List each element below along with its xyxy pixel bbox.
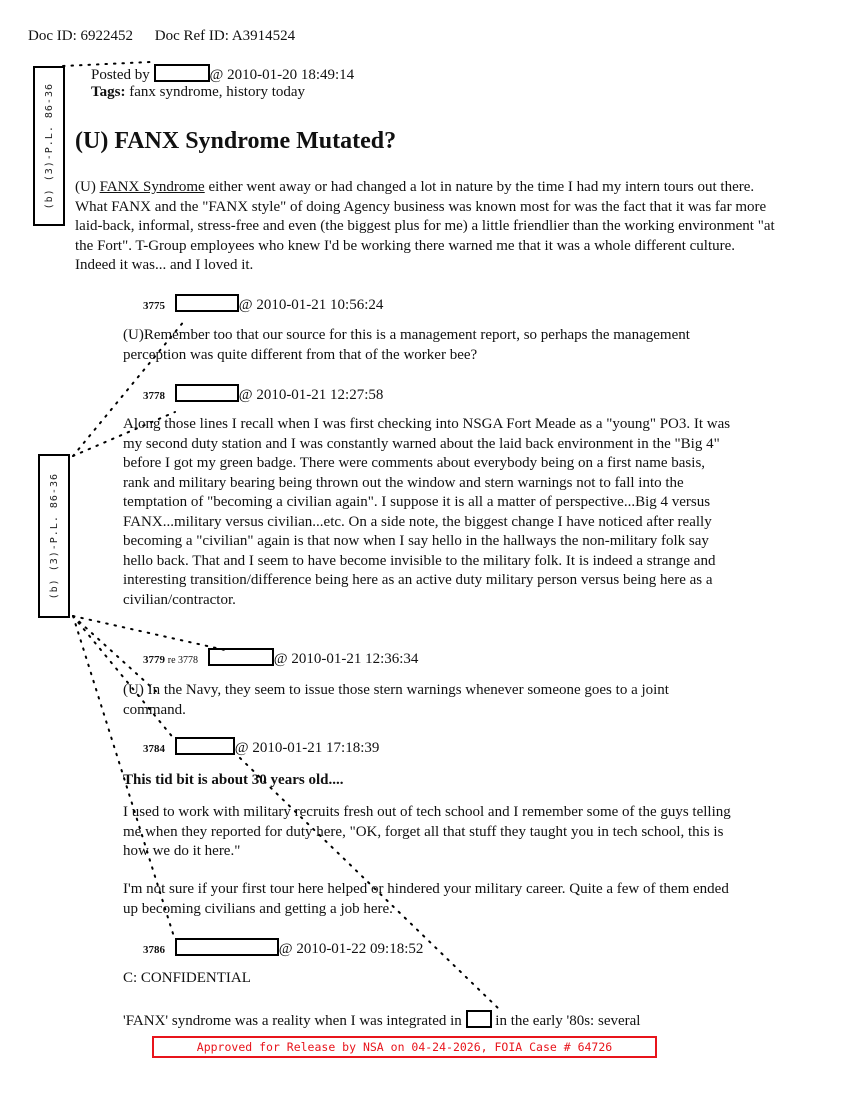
comment-timestamp: @ 2010-01-21 10:56:24 xyxy=(238,297,384,313)
post-meta-posted xyxy=(91,64,354,84)
comment-number: 3778 xyxy=(143,390,165,402)
redaction-box xyxy=(466,1010,492,1028)
comment-number: 3786 xyxy=(143,944,165,956)
comment-text: 'FANX' syndrome was a reality when I was integrated in in the early '80s: several xyxy=(123,1010,640,1030)
comment-header xyxy=(143,294,383,314)
doc-id: Doc ID: 6922452 xyxy=(28,28,133,44)
comment-timestamp: @ 2010-01-21 12:27:58 xyxy=(238,387,384,403)
comment-text: I used to work with military recruits fresh out of tech school and I remember some of the guys telling me when they reported for duty here, "OK, forget all that stuff they taught you in tech school, this is how we do it here." xyxy=(123,804,731,859)
comment-number: 3775 xyxy=(143,300,165,312)
comment-timestamp: @ 2010-01-22 09:18:52 xyxy=(278,941,424,957)
redaction-box xyxy=(175,938,279,956)
redaction-box xyxy=(175,294,239,312)
redaction-box xyxy=(208,648,274,666)
posted-timestamp: @ 2010-01-20 18:49:14 xyxy=(209,67,355,83)
classification-prefix: (U) xyxy=(75,179,100,195)
exemption-label: (b) (3)-P.L. 86-36 xyxy=(48,472,60,600)
redaction-box xyxy=(175,737,235,755)
comment-header xyxy=(143,737,379,757)
exemption-label: (b) (3)-P.L. 86-36 xyxy=(43,82,55,210)
redaction-box xyxy=(154,64,210,82)
post-body xyxy=(75,178,775,276)
classification-marking: C: CONFIDENTIAL xyxy=(123,970,251,986)
post-body-text: either went away or had changed a lot in nature by the time I had my intern tours out there. What FANX and the "FANX style" of doing Agency business was known most for was the fact that it was far more laid-back, informal, stress-free and even (the biggest plus for me) a little friendlier than the working environment "at the Fort". T-Group employees who knew I'd be working there warned me that it was a whole different culture. Indeed it was... and I loved it. xyxy=(75,179,775,273)
comment-number: 3784 xyxy=(143,743,165,755)
release-stamp: Approved for Release by NSA on 04-24-2026, FOIA Case # 64726 xyxy=(152,1036,657,1058)
comment-header xyxy=(143,648,418,668)
document-header xyxy=(28,28,295,45)
comment-title: This tid bit is about 30 years old.... xyxy=(123,772,344,788)
comment-number: 3779 re 3778 xyxy=(143,654,199,666)
exemption-box-top xyxy=(33,66,65,226)
comment-text: Along those lines I recall when I was first checking into NSGA Fort Meade as a "young" PO3. It was my second duty station and I was constantly warned about the laid back environment in the "Big 4" before I got my green badge. There were comments about everybody being on a first name basis, rank and military bearing being thrown out the window and stern warnings not to fall into the temptation of "becoming a civilian again". I suppose it is all a matter of perspective...Big 4 versus FANX...military versus civilian...etc. On a side note, the biggest change I have noticed after really becoming a "civilian" again is that now when I say hello in the hallways the non-military folk say hello back. That and I seem to have become invisible to the military folk. It is indeed a strange and interesting transition/difference being here as an active duty military person versus being here as a civilian/contractor. xyxy=(123,416,731,608)
doc-ref-id: Doc Ref ID: A3914524 xyxy=(154,28,296,44)
comment-timestamp: @ 2010-01-21 12:36:34 xyxy=(273,651,419,667)
post-title: (U) FANX Syndrome Mutated? xyxy=(75,128,397,154)
posted-by-label: Posted by xyxy=(91,67,150,83)
fanx-syndrome-link[interactable]: FANX Syndrome xyxy=(99,179,205,195)
post-meta-tags xyxy=(91,84,305,101)
comment-header xyxy=(143,384,383,404)
comment-text: (U) In the Navy, they seem to issue those stern warnings whenever someone goes to a joint command. xyxy=(123,682,669,718)
comment-text: (U)Remember too that our source for this is a management report, so perhaps the management perception was quite different from that of the worker bee? xyxy=(123,327,690,363)
tags-value: fanx syndrome, history today xyxy=(129,84,306,100)
tags-label: Tags: xyxy=(91,84,126,100)
redaction-box xyxy=(175,384,239,402)
comment-timestamp: @ 2010-01-21 17:18:39 xyxy=(234,740,380,756)
exemption-box-middle xyxy=(38,454,70,618)
comment-text: I'm not sure if your first tour here helped or hindered your military career. Quite a few of them ended up becoming civilians and getting a job here. xyxy=(123,881,729,917)
reply-reference: re 3778 xyxy=(167,655,199,666)
comment-header xyxy=(143,938,423,958)
